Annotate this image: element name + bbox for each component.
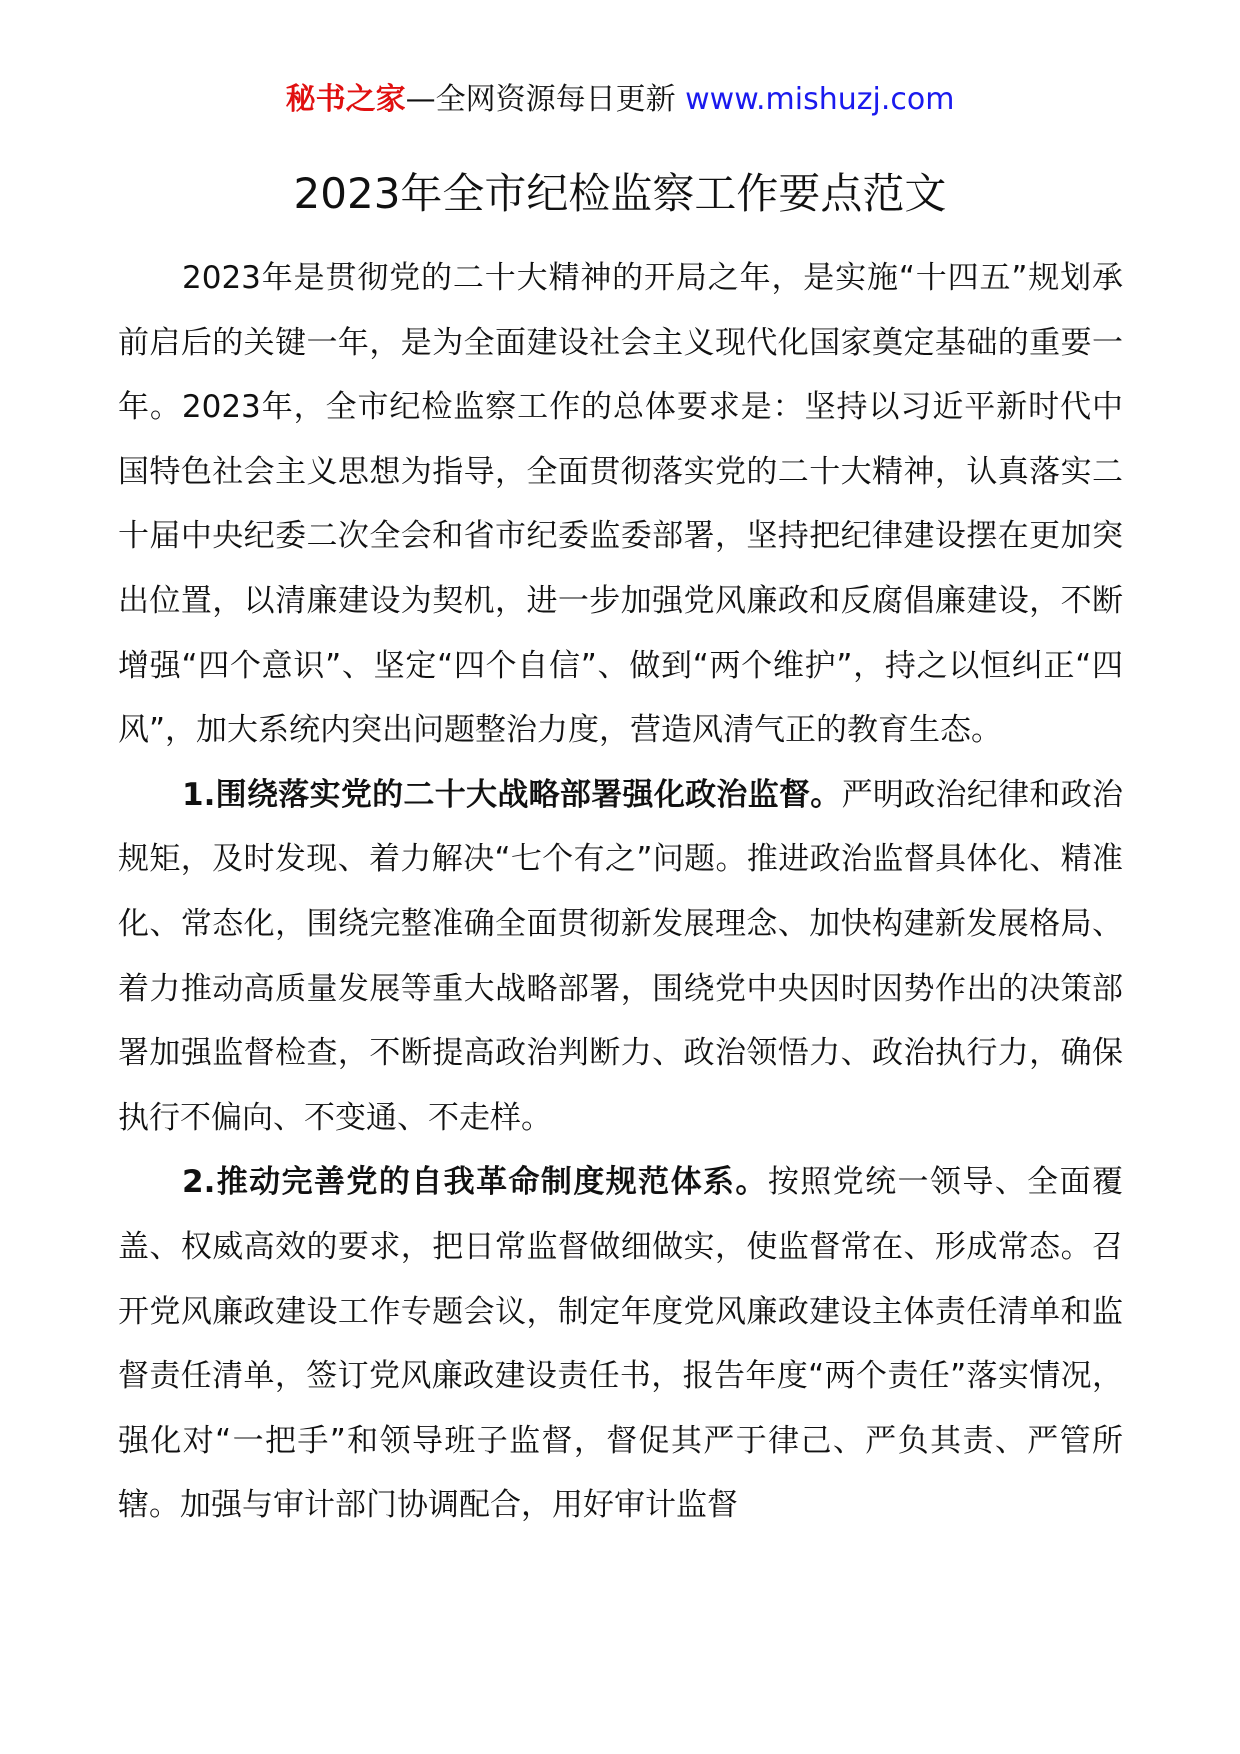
site-url-link[interactable]: www.mishuzj.com: [685, 82, 955, 117]
paragraph-item-1: [118, 763, 1123, 1151]
paragraph-lead: 1.围绕落实党的二十大战略部署强化政治监督。: [182, 776, 842, 813]
document-title: 2023年全市纪检监察工作要点范文: [293, 169, 947, 218]
site-slogan: —全网资源每日更新: [405, 82, 676, 117]
paragraph-lead: 2.推动完善党的自我革命制度规范体系。: [182, 1164, 768, 1201]
paragraph-item-2: [118, 1150, 1123, 1538]
paragraph-text: 严明政治纪律和政治规矩，及时发现、着力解决“七个有之”问题。推进政治监督具体化、精准化、常态化，围绕完整准确全面贯彻新发展理念、加快构建新发展格局、着力推动高质量发展等重大战略部署，围绕党中央因时因势作出的决策部署加强监督检查，不断提高政治判断力、政治领悟力、政治执行力，确保执行不偏向、不变通、不走样。: [118, 776, 1123, 1136]
paragraph-text: 2023年是贯彻党的二十大精神的开局之年，是实施“十四五”规划承前启后的关键一年，是为全面建设社会主义现代化国家奠定基础的重要一年。2023年，全市纪检监察工作的总体要求是：坚持以习近平新时代中国特色社会主义思想为指导，全面贯彻落实党的二十大精神，认真落实二十届中央纪委二次全会和省市纪委监委部署，坚持把纪律建设摆在更加突出位置，以清廉建设为契机，进一步加强党风廉政和反腐倡廉建设，不断增强“四个意识”、坚定“四个自信”、做到“两个维护”，持之以恒纠正“四风”，加大系统内突出问题整治力度，营造风清气正的教育生态。: [118, 260, 1123, 749]
paragraph-text: 按照党统一领导、全面覆盖、权威高效的要求，把日常监督做细做实，使监督常在、形成常态。召开党风廉政建设工作专题会议，制定年度党风廉政建设主体责任清单和监督责任清单，签订党风廉政建设责任书，报告年度“两个责任”落实情况，强化对“一把手”和领导班子监督，督促其严于律己、严负其责、严管所辖。加强与审计部门协调配合，用好审计监督: [118, 1164, 1123, 1524]
document-body: [118, 246, 1123, 1538]
site-brand: 秘书之家: [285, 82, 406, 117]
site-header: [0, 80, 1240, 120]
paragraph-intro: [118, 246, 1123, 763]
